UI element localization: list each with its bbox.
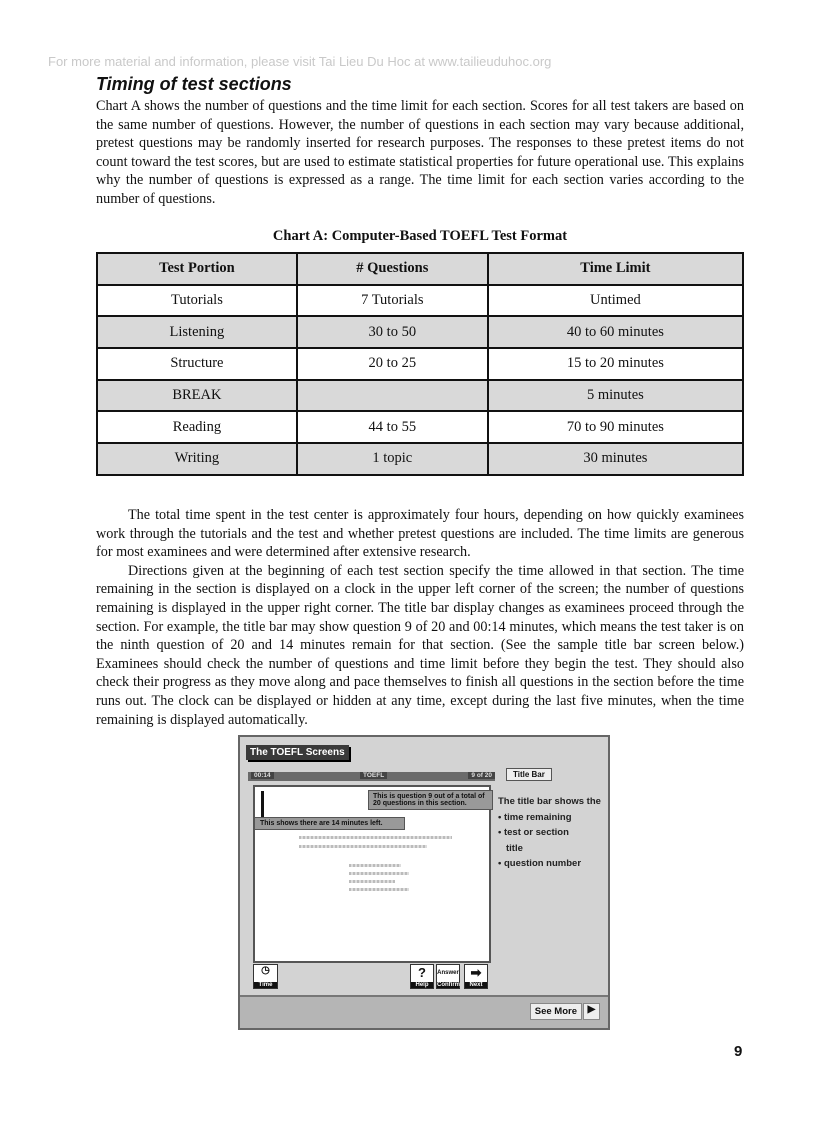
next-button[interactable]: [464, 964, 488, 989]
header-cell: Time Limit: [488, 253, 743, 285]
cell: 30 minutes: [488, 443, 743, 475]
table-row: [97, 380, 743, 412]
side-item: • test or section: [498, 827, 569, 838]
title-bar-label: Title Bar: [506, 768, 552, 781]
confirm-label: Confirm: [437, 982, 460, 988]
test-format-table: [96, 252, 744, 476]
paragraph: Chart A shows the number of questions and the time limit for each section. Scores for all test takers are based on the same number of questions. However, the number of questions in each section may vary because additional, pretest questions may be randomly inserted for research purposes. The responses to these pretest items do not count toward the test scores, but are used to estimate statistical properties for future operational use. This explains why the number of questions is expressed as a range. The time limit for each section varies according to the number of questions.: [96, 98, 744, 207]
side-item: • question number: [498, 858, 582, 869]
cell: 5 minutes: [488, 380, 743, 412]
toefl-screen-figure: [238, 735, 610, 1030]
cell: BREAK: [97, 380, 297, 412]
question-count: 9 of 20: [468, 772, 495, 779]
watermark: For more material and information, please visit Tai Lieu Du Hoc at www.tailieuduhoc.org: [48, 54, 552, 69]
header-cell: # Questions: [297, 253, 488, 285]
answer-label: Answer: [437, 970, 459, 976]
intro-paragraph: [96, 97, 744, 209]
cell: Writing: [97, 443, 297, 475]
title-bar: [248, 772, 495, 781]
help-label: Help: [411, 982, 433, 988]
header-cell: Test Portion: [97, 253, 297, 285]
question-callout: This is question 9 out of a total of 20 questions in this section.: [368, 790, 493, 810]
side-intro: The title bar shows the: [498, 796, 601, 807]
cell: 70 to 90 minutes: [488, 411, 743, 443]
cell: Reading: [97, 411, 297, 443]
play-icon[interactable]: ▶: [583, 1003, 600, 1020]
see-more-button[interactable]: See More: [530, 1003, 582, 1020]
next-label: Next: [465, 982, 487, 988]
answer-confirm-button[interactable]: [436, 964, 460, 989]
cell: Untimed: [488, 285, 743, 317]
cell: 30 to 50: [297, 316, 488, 348]
paragraph: The total time spent in the test center is approximately four hours, depending on how quickly examinees work through the tutorials and the test and whether pretest questions are included. The time limits are generous for most examinees and were determined after extensive research.: [96, 507, 744, 561]
table-header-row: [97, 253, 743, 285]
table-row: [97, 316, 743, 348]
time-callout: This shows there are 14 minutes left.: [254, 817, 405, 830]
arrow-up-icon: [261, 791, 264, 819]
section-heading: Timing of test sections: [96, 74, 292, 94]
question-mark-icon: ?: [418, 965, 426, 980]
help-button[interactable]: [410, 964, 434, 989]
time-readout: 00:14: [251, 772, 274, 779]
cell: Structure: [97, 348, 297, 380]
cell: [297, 380, 488, 412]
cell: 20 to 25: [297, 348, 488, 380]
paragraph: Directions given at the beginning of each test section specify the time allowed in that section. The time remaining in the section is displayed on a clock in the upper left corner of the screen; the number of questions remaining is displayed in the upper right corner. The title bar display changes as examinees proceed through the section. For example, the title bar may show question 9 of 20 and 00:14 minutes, which means the test taker is on the ninth question of 20 and 14 minutes remain for that section. (See the sample title bar screen below.) Examinees should check the number of questions and time limit before they begin the test. They should also check their progress as they move along and pace themselves to finish all questions in the section before the time runs out. The clock can be displayed or hidden at any time, except during the last five minutes, when the time remaining is displayed automatically.: [96, 562, 744, 728]
side-item: • time remaining: [498, 811, 572, 823]
arrow-right-icon: ➡: [470, 965, 482, 980]
cell: 44 to 55: [297, 411, 488, 443]
test-name: TOEFL: [360, 772, 387, 779]
clock-icon: ◷: [261, 965, 270, 976]
title-bar-description: [498, 794, 601, 872]
cell: 40 to 60 minutes: [488, 316, 743, 348]
time-label: Time: [254, 982, 277, 988]
table-row: [97, 285, 743, 317]
time-button[interactable]: [253, 964, 278, 989]
table-row: [97, 411, 743, 443]
cell: Listening: [97, 316, 297, 348]
cell: 7 Tutorials: [297, 285, 488, 317]
cell: 15 to 20 minutes: [488, 348, 743, 380]
body-text: [96, 506, 744, 729]
cell: 1 topic: [297, 443, 488, 475]
screen-area: [253, 785, 491, 963]
side-item: title: [506, 842, 523, 854]
chart-title: Chart A: Computer-Based TOEFL Test Format: [272, 228, 568, 244]
figure-title: The TOEFL Screens: [246, 745, 349, 760]
cell: Tutorials: [97, 285, 297, 317]
page-number: 9: [734, 1043, 743, 1060]
table-row: [97, 443, 743, 475]
table-row: [97, 348, 743, 380]
